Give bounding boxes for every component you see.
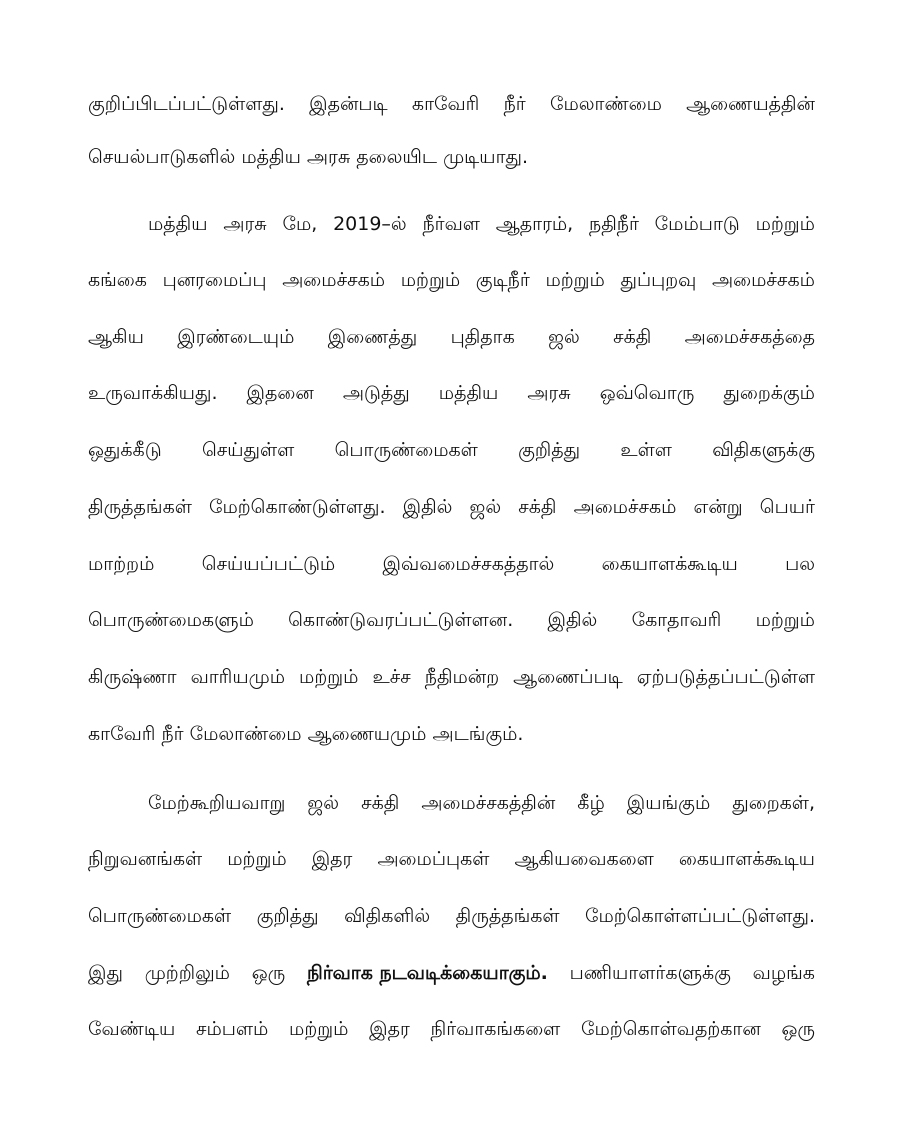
word: ஆகிய bbox=[88, 325, 144, 348]
word: நீதிமன்ற bbox=[424, 665, 500, 688]
word: மத்திய bbox=[148, 212, 208, 235]
word: ஜல் bbox=[469, 495, 502, 518]
word: உள்ள bbox=[620, 438, 672, 461]
word: சக்தி bbox=[613, 325, 652, 348]
word: இது bbox=[88, 961, 123, 984]
word: செய்யப்பட்டும் bbox=[201, 552, 336, 575]
word: புதிதாக bbox=[450, 325, 515, 348]
paragraph-2-line-8 bbox=[88, 604, 815, 638]
word: பொருண்மைகளும் bbox=[88, 608, 254, 631]
paragraph-3-line-1 bbox=[148, 787, 815, 821]
word: இதில் bbox=[402, 495, 453, 518]
paragraph-3-line-5 bbox=[88, 1013, 815, 1047]
word: குறிப்பிடப்பட்டுள்ளது. bbox=[88, 92, 285, 115]
word: இதர bbox=[311, 847, 353, 870]
word: ஆணைப்படி bbox=[513, 665, 623, 688]
word: மற்றும் bbox=[755, 212, 815, 235]
word: இதனை bbox=[246, 381, 314, 404]
word: நிறுவனங்கள் bbox=[88, 847, 203, 870]
word: இதில் bbox=[547, 608, 598, 631]
word: அடுத்து bbox=[342, 381, 410, 404]
word: ஜல் bbox=[548, 325, 580, 348]
word: கீழ் bbox=[577, 791, 605, 814]
word: கிருஷ்ணா bbox=[88, 665, 177, 688]
word: புனரமைப்பு bbox=[162, 268, 267, 291]
word: மேம்பாடு bbox=[654, 212, 740, 235]
paragraph-2-line-1 bbox=[148, 208, 815, 242]
word: மேற்கூறியவாறு bbox=[148, 791, 286, 814]
word: இவ்வமைச்சகத்தால் bbox=[382, 552, 555, 575]
word: இணைத்து bbox=[327, 325, 418, 348]
word: கையாளக்கூடிய bbox=[678, 847, 815, 870]
word: மற்றும் bbox=[227, 847, 287, 870]
word: நிர்வாகங்களை bbox=[430, 1017, 561, 1040]
word: அமைச்சகம் bbox=[712, 268, 815, 291]
word: உச்ச bbox=[372, 665, 411, 688]
word: பெயர் bbox=[759, 495, 815, 518]
word: மற்றும் bbox=[289, 1017, 349, 1040]
paragraph-2-line-6 bbox=[88, 491, 815, 525]
word: இதர bbox=[369, 1017, 410, 1040]
word: காவேரி bbox=[411, 92, 480, 115]
paragraph-2-line-4 bbox=[88, 377, 815, 411]
paragraph-2-line-5 bbox=[88, 434, 815, 468]
word: செய்துள்ள bbox=[201, 438, 295, 461]
word: ஜல் bbox=[307, 791, 340, 814]
word: ஏற்படுத்தப்பட்டுள்ள bbox=[636, 665, 815, 688]
word: முற்றிலும் bbox=[144, 961, 230, 984]
word: ஆதாரம், bbox=[495, 212, 574, 235]
word: அமைப்புகள் bbox=[377, 847, 490, 870]
word: பொருண்மைகள் bbox=[88, 904, 232, 927]
word: என்று bbox=[693, 495, 743, 518]
word: மே, bbox=[282, 212, 318, 235]
paragraph-2-line-2 bbox=[88, 264, 815, 298]
word: மாற்றம் bbox=[88, 552, 155, 575]
paragraph-1-line-2 bbox=[88, 141, 815, 175]
word: குறித்து bbox=[518, 438, 581, 461]
word: துறைக்கும் bbox=[723, 381, 815, 404]
word: ஆகியவைகளை bbox=[514, 847, 654, 870]
paragraph-2-line-9 bbox=[88, 661, 815, 695]
word: சம்பளம் bbox=[195, 1017, 269, 1040]
text-line: காவேரி நீர் மேலாண்மை ஆணையமும் அடங்கும். bbox=[88, 722, 524, 745]
word: வேண்டிய bbox=[88, 1017, 176, 1040]
word: ஒரு bbox=[781, 1017, 815, 1040]
word: அமைச்சகத்தை bbox=[684, 325, 815, 348]
word: இரண்டையும் bbox=[177, 325, 295, 348]
word: சக்தி bbox=[361, 791, 400, 814]
word: மற்றும் bbox=[299, 665, 359, 688]
word: மற்றும் bbox=[755, 608, 815, 631]
word: ஒவ்வொரு bbox=[599, 381, 695, 404]
word: நதிநீர் bbox=[589, 212, 639, 235]
word: விதிகளில் bbox=[344, 904, 431, 927]
word: மேலாண்மை bbox=[549, 92, 662, 115]
word: அமைச்சகம் bbox=[573, 495, 677, 518]
word: பணியாளர்களுக்கு bbox=[569, 961, 731, 984]
word: கொண்டுவரப்பட்டுள்ளன. bbox=[288, 608, 514, 631]
word: விதிகளுக்கு bbox=[712, 438, 815, 461]
bold-phrase: நிர்வாக நடவடிக்கையாகும். bbox=[306, 961, 548, 984]
word: மேற்கொள்ளப்பட்டுள்ளது. bbox=[584, 904, 815, 927]
word: அரசு bbox=[223, 212, 267, 235]
word: கையாளக்கூடிய bbox=[601, 552, 738, 575]
word: உருவாக்கியது. bbox=[88, 381, 218, 404]
word: வழங்க bbox=[752, 961, 815, 984]
word: இதன்படி bbox=[309, 92, 388, 115]
word: பல bbox=[785, 552, 815, 575]
word: ஆணையத்தின் bbox=[686, 92, 815, 115]
paragraph-2-line-7 bbox=[88, 548, 815, 582]
word: அமைச்சகத்தின் bbox=[421, 791, 556, 814]
paragraph-1-line-1 bbox=[88, 88, 815, 122]
word: நீர்வள bbox=[422, 212, 480, 235]
word: நீர் bbox=[503, 92, 526, 115]
paragraph-3-line-2 bbox=[88, 843, 815, 877]
paragraph-2-line-3 bbox=[88, 321, 815, 355]
word: அரசு bbox=[527, 381, 571, 404]
word: வாரியமும் bbox=[190, 665, 286, 688]
word: மற்றும் bbox=[545, 268, 605, 291]
word: திருத்தங்கள் bbox=[455, 904, 560, 927]
word: துப்புறவு bbox=[620, 268, 697, 291]
word: மற்றும் bbox=[400, 268, 461, 291]
word: இயங்கும் bbox=[626, 791, 711, 814]
word: துறைகள், bbox=[732, 791, 815, 814]
word: அமைச்சகம் bbox=[282, 268, 386, 291]
word: பொருண்மைகள் bbox=[334, 438, 478, 461]
word: கங்கை bbox=[88, 268, 147, 291]
word: மேற்கொள்வதற்கான bbox=[581, 1017, 761, 1040]
word: ஒரு bbox=[251, 961, 286, 984]
word: திருத்தங்கள் bbox=[88, 495, 192, 518]
text-line: செயல்பாடுகளில் மத்திய அரசு தலையிட முடியாது. bbox=[88, 145, 529, 168]
paragraph-2-line-10 bbox=[88, 718, 815, 752]
word: சக்தி bbox=[518, 495, 557, 518]
word: 2019–ல் bbox=[333, 212, 407, 235]
word: மத்திய bbox=[438, 381, 499, 404]
word: குடிநீர் bbox=[475, 268, 530, 291]
word: மேற்கொண்டுள்ளது. bbox=[208, 495, 386, 518]
paragraph-3-line-3 bbox=[88, 900, 815, 934]
word: கோதாவரி bbox=[631, 608, 722, 631]
paragraph-3-line-4 bbox=[88, 957, 815, 991]
word: ஒதுக்கீடு bbox=[88, 438, 162, 461]
word: குறித்து bbox=[256, 904, 319, 927]
